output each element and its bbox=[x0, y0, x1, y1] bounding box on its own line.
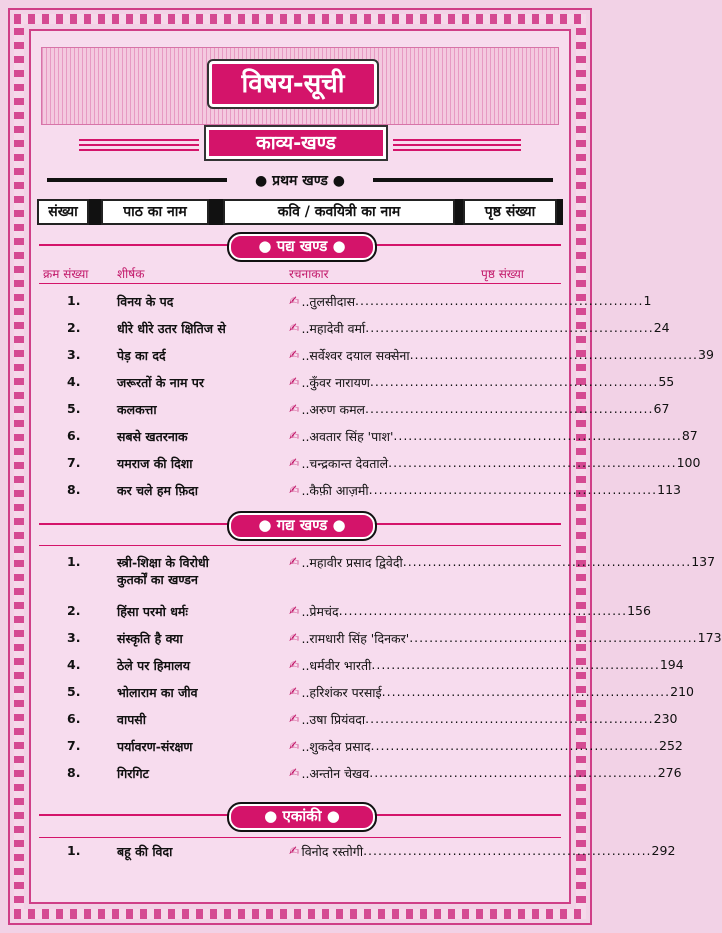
bullet-icon: ● bbox=[332, 516, 346, 534]
table-header bbox=[37, 199, 563, 225]
header-kavi: कवि / कवयित्री का नाम bbox=[223, 199, 455, 225]
column-prishth: पृष्ठ संख्या bbox=[481, 267, 524, 281]
pen-nib-icon: ✍ bbox=[289, 401, 300, 416]
pen-nib-icon: ✍ bbox=[289, 603, 300, 618]
pen-nib-icon: ✍ bbox=[289, 738, 300, 753]
pen-nib-icon: ✍ bbox=[289, 657, 300, 672]
bullet-icon: ● bbox=[332, 237, 346, 255]
column-kram: क्रम संख्या bbox=[43, 267, 89, 281]
bullet-icon: ● bbox=[255, 173, 268, 189]
pen-nib-icon: ✍ bbox=[289, 374, 300, 389]
decorative-lines-right bbox=[393, 139, 521, 151]
pen-nib-icon: ✍ bbox=[289, 347, 300, 362]
header-prishth-sankhya: पृष्ठ संख्या bbox=[463, 199, 557, 225]
pen-nib-icon: ✍ bbox=[289, 843, 300, 858]
divider bbox=[39, 283, 561, 284]
pen-nib-icon: ✍ bbox=[289, 293, 300, 308]
divider bbox=[39, 545, 561, 546]
section-pill-ekanki: ● एकांकी ● bbox=[229, 804, 375, 830]
column-shirshak: शीर्षक bbox=[117, 267, 145, 281]
pen-nib-icon: ✍ bbox=[289, 630, 300, 645]
bullet-icon: ● bbox=[264, 807, 278, 825]
header-path-ka-naam: पाठ का नाम bbox=[101, 199, 209, 225]
bullet-icon: ● bbox=[326, 807, 340, 825]
pen-nib-icon: ✍ bbox=[289, 711, 300, 726]
column-rachnakar: रचनाकार bbox=[289, 267, 329, 281]
decorative-lines-left bbox=[79, 139, 199, 151]
page-title: विषय-सूची bbox=[209, 61, 377, 107]
pen-nib-icon: ✍ bbox=[289, 455, 300, 470]
pen-nib-icon: ✍ bbox=[289, 320, 300, 335]
pen-nib-icon: ✍ bbox=[289, 765, 300, 780]
pen-nib-icon: ✍ bbox=[289, 482, 300, 497]
sub-heading-pratham-khand: ● प्रथम खण्ड ● bbox=[255, 173, 345, 189]
divider bbox=[39, 837, 561, 838]
section-pill-padya-khand: ● पद्य खण्ड ● bbox=[229, 234, 375, 260]
section-pill-gadya-khand: ● गद्य खण्ड ● bbox=[229, 513, 375, 539]
section-title-kavya-khand: काव्य-खण्ड bbox=[206, 127, 386, 159]
contents-page: विषय-सूची काव्य-खण्ड ● प्रथम खण्ड ● संख्या पाठ का नाम कवि / कवयित्री का नाम पृष्ठ संख्या ● पद्य खण्ड ● क्रम संख्या शीर्षक रचनाकार पृष्ठ संख्या 1. विनय के पद ✍ ..तुलसीदास .......................................................... 1 2. धीरे धीरे उतर क्षितिज से ✍ ..महादेवी वर्मा .......................................................... 24 3. पेड़ का दर्द ✍ ..सर्वेश्वर दयाल सक्सेना .......................................................... 39 4. जरूरतों के नाम पर ✍ ..कुँवर नारायण .......................................................... 55 5. कलकत्ता ✍ ..अरुण कमल .......................................................... 67 6. सबसे खतरनाक ✍ ..अवतार सिंह 'पाश' .......................................................... 87 7. यमराज की दिशा ✍ ..चन्द्रकान्त देवताले .......................................................... 100 8. कर चले हम फ़िदा ✍ ..कैफ़ी आज़मी .......................................................... 113 ● गद्य खण्ड ● 1. स्त्री-शिक्षा के विरोधी कुतर्कों का खण्डन ✍ ..महावीर प्रसाद द्विवेदी .......................................................... 137 2. हिंसा परमो धर्मः ✍ ..प्रेमचंद .......................................................... 156 3. संस्कृति है क्या ✍ ..रामधारी सिंह 'दिनकर' .......................................................... 173 4. ठेले पर हिमालय ✍ ..धर्मवीर भारती .......................................................... 194 5. भोलाराम का जीव ✍ ..हरिशंकर परसाई .......................................................... 210 6. वापसी ✍ ..उषा प्रियंवदा .......................................................... 230 7. पर्यावरण-संरक्षण ✍ ..शुकदेव प्रसाद .......................................................... 252 8. गिरगिट ✍ ..अन्तोन चेखव .......................................................... 276 ● एकांकी ● 1. बहू की विदा ✍ विनोद रस्तोगी .......................................................... 292 bbox=[31, 31, 569, 902]
pen-nib-icon: ✍ bbox=[289, 554, 300, 569]
bullet-icon: ● bbox=[258, 516, 272, 534]
pen-nib-icon: ✍ bbox=[289, 684, 300, 699]
pen-nib-icon: ✍ bbox=[289, 428, 300, 443]
bullet-icon: ● bbox=[332, 173, 345, 189]
header-sankhya: संख्या bbox=[37, 199, 89, 225]
bullet-icon: ● bbox=[258, 237, 272, 255]
